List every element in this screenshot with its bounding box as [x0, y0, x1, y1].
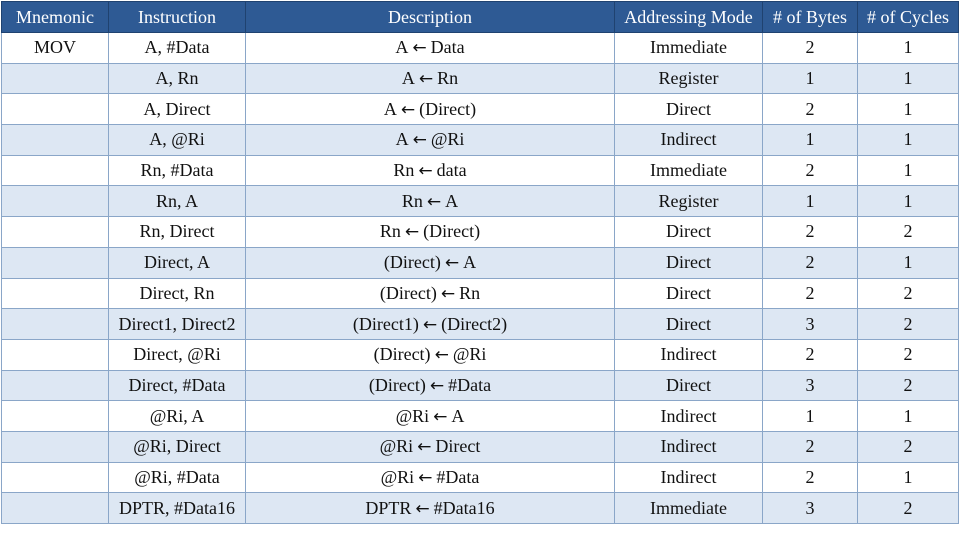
cell-description	[246, 401, 615, 432]
cell-addressing-mode: Immediate	[615, 493, 763, 524]
description-destination: A	[395, 129, 409, 150]
cell-bytes: 2	[763, 339, 858, 370]
table-row	[2, 309, 959, 340]
cell-bytes: 1	[763, 401, 858, 432]
header-description: Description	[246, 2, 615, 33]
table-row	[2, 462, 959, 493]
table-row	[2, 278, 959, 309]
cell-instruction: Rn, Direct	[109, 217, 246, 248]
table-row	[2, 431, 959, 462]
cell-bytes: 1	[763, 186, 858, 217]
cell-instruction: @Ri, Direct	[109, 431, 246, 462]
cell-instruction: A, @Ri	[109, 125, 246, 156]
left-arrow-icon: ←	[412, 38, 427, 59]
table-body	[2, 33, 959, 524]
cell-addressing-mode: Direct	[615, 217, 763, 248]
cell-cycles: 1	[858, 125, 959, 156]
table-row	[2, 401, 959, 432]
table-row	[2, 94, 959, 125]
cell-cycles: 1	[858, 63, 959, 94]
description-source: (Direct)	[419, 98, 477, 119]
cell-description	[246, 493, 615, 524]
cell-bytes: 1	[763, 125, 858, 156]
left-arrow-icon: ←	[404, 222, 420, 243]
description-destination: Rn	[401, 190, 423, 211]
table-row	[2, 217, 959, 248]
cell-cycles: 2	[858, 309, 959, 340]
cell-bytes: 2	[763, 155, 858, 186]
cell-mnemonic	[2, 278, 109, 309]
header-instruction: Instruction	[109, 2, 246, 33]
description-source: A	[451, 405, 465, 426]
cell-cycles: 2	[858, 431, 959, 462]
cell-instruction: Direct, A	[109, 247, 246, 278]
cell-instruction: @Ri, #Data	[109, 462, 246, 493]
table-row	[2, 33, 959, 64]
cell-description	[246, 339, 615, 370]
cell-description	[246, 33, 615, 64]
cell-cycles: 2	[858, 339, 959, 370]
cell-addressing-mode: Direct	[615, 309, 763, 340]
description-destination: Rn	[379, 221, 401, 242]
table-row	[2, 493, 959, 524]
description-destination: DPTR	[365, 497, 412, 518]
cell-mnemonic	[2, 493, 109, 524]
left-arrow-icon: ←	[434, 345, 449, 366]
cell-description	[246, 186, 615, 217]
cell-description	[246, 155, 615, 186]
cell-instruction: Direct, Rn	[109, 278, 246, 309]
cell-description	[246, 278, 615, 309]
cell-description	[246, 125, 615, 156]
header-cycles: # of Cycles	[858, 2, 959, 33]
table-row	[2, 155, 959, 186]
description-source: #Data16	[433, 497, 495, 518]
description-destination: (Direct)	[383, 252, 441, 273]
cell-mnemonic	[2, 155, 109, 186]
description-destination: @Ri	[380, 466, 415, 487]
cell-addressing-mode: Indirect	[615, 401, 763, 432]
cell-description	[246, 431, 615, 462]
description-destination: A	[401, 68, 415, 89]
description-destination: @Ri	[379, 436, 414, 457]
cell-description	[246, 370, 615, 401]
cell-mnemonic	[2, 431, 109, 462]
left-arrow-icon: ←	[444, 253, 460, 274]
cell-mnemonic	[2, 125, 109, 156]
header-mnemonic: Mnemonic	[2, 2, 109, 33]
cell-bytes: 2	[763, 217, 858, 248]
cell-addressing-mode: Indirect	[615, 462, 763, 493]
description-source: @Ri	[430, 129, 465, 150]
cell-cycles: 2	[858, 370, 959, 401]
description-source: A	[445, 190, 459, 211]
bottom-margin	[0, 527, 960, 540]
left-arrow-icon: ←	[415, 498, 430, 519]
cell-cycles: 2	[858, 493, 959, 524]
description-source: #Data	[436, 466, 480, 487]
cell-addressing-mode: Direct	[615, 278, 763, 309]
description-destination: (Direct1)	[352, 313, 419, 334]
cell-addressing-mode: Indirect	[615, 431, 763, 462]
description-source: Direct	[435, 436, 481, 457]
cell-bytes: 2	[763, 278, 858, 309]
cell-mnemonic	[2, 309, 109, 340]
cell-instruction: A, #Data	[109, 33, 246, 64]
cell-description	[246, 247, 615, 278]
cell-bytes: 2	[763, 431, 858, 462]
cell-mnemonic	[2, 401, 109, 432]
table-row	[2, 63, 959, 94]
cell-mnemonic	[2, 247, 109, 278]
cell-cycles: 1	[858, 186, 959, 217]
cell-mnemonic	[2, 217, 109, 248]
cell-cycles: 2	[858, 278, 959, 309]
header-bytes: # of Bytes	[763, 2, 858, 33]
mov-instruction-table	[1, 1, 959, 524]
cell-addressing-mode: Indirect	[615, 125, 763, 156]
cell-instruction: Direct, #Data	[109, 370, 246, 401]
table-row	[2, 247, 959, 278]
cell-description	[246, 309, 615, 340]
cell-bytes: 3	[763, 309, 858, 340]
cell-instruction: Direct1, Direct2	[109, 309, 246, 340]
cell-bytes: 2	[763, 462, 858, 493]
cell-mnemonic: MOV	[2, 33, 109, 64]
cell-cycles: 2	[858, 217, 959, 248]
cell-instruction: Rn, #Data	[109, 155, 246, 186]
cell-instruction: Rn, A	[109, 186, 246, 217]
description-destination: (Direct)	[379, 282, 437, 303]
description-source: Rn	[437, 68, 459, 89]
cell-addressing-mode: Direct	[615, 94, 763, 125]
left-arrow-icon: ←	[433, 406, 448, 427]
cell-addressing-mode: Immediate	[615, 155, 763, 186]
description-source: (Direct2)	[441, 313, 508, 334]
description-source: A	[463, 252, 477, 273]
cell-description	[246, 94, 615, 125]
cell-cycles: 1	[858, 247, 959, 278]
header-addressing-mode: Addressing Mode	[615, 2, 763, 33]
description-source: @Ri	[452, 344, 487, 365]
cell-bytes: 2	[763, 94, 858, 125]
left-arrow-icon: ←	[422, 314, 438, 335]
cell-instruction: A, Rn	[109, 63, 246, 94]
table-header-row	[2, 2, 959, 33]
cell-mnemonic	[2, 462, 109, 493]
cell-addressing-mode: Indirect	[615, 339, 763, 370]
cell-mnemonic	[2, 63, 109, 94]
cell-description	[246, 63, 615, 94]
description-destination: (Direct)	[368, 374, 426, 395]
cell-mnemonic	[2, 339, 109, 370]
table-row	[2, 370, 959, 401]
cell-mnemonic	[2, 186, 109, 217]
description-destination: Rn	[393, 160, 415, 181]
description-source: Rn	[459, 282, 481, 303]
cell-cycles: 1	[858, 94, 959, 125]
table-row	[2, 186, 959, 217]
table-row	[2, 125, 959, 156]
cell-description	[246, 217, 615, 248]
cell-instruction: Direct, @Ri	[109, 339, 246, 370]
cell-instruction: A, Direct	[109, 94, 246, 125]
left-arrow-icon: ←	[412, 130, 427, 151]
cell-mnemonic	[2, 94, 109, 125]
cell-cycles: 1	[858, 462, 959, 493]
left-arrow-icon: ←	[417, 437, 432, 458]
description-destination: (Direct)	[373, 344, 431, 365]
cell-description	[246, 462, 615, 493]
description-source: Data	[430, 37, 465, 58]
cell-bytes: 3	[763, 493, 858, 524]
description-destination: @Ri	[395, 405, 430, 426]
cell-cycles: 1	[858, 401, 959, 432]
left-arrow-icon: ←	[400, 99, 416, 120]
cell-bytes: 2	[763, 33, 858, 64]
description-source: data	[436, 160, 467, 181]
cell-bytes: 3	[763, 370, 858, 401]
description-destination: A	[395, 37, 409, 58]
cell-addressing-mode: Register	[615, 186, 763, 217]
cell-instruction: DPTR, #Data16	[109, 493, 246, 524]
cell-addressing-mode: Direct	[615, 370, 763, 401]
left-arrow-icon: ←	[418, 69, 434, 90]
left-arrow-icon: ←	[418, 161, 433, 182]
description-source: (Direct)	[423, 221, 481, 242]
cell-addressing-mode: Direct	[615, 247, 763, 278]
description-destination: A	[383, 98, 397, 119]
description-source: #Data	[448, 374, 492, 395]
cell-addressing-mode: Immediate	[615, 33, 763, 64]
left-arrow-icon: ←	[440, 283, 456, 304]
cell-mnemonic	[2, 370, 109, 401]
cell-addressing-mode: Register	[615, 63, 763, 94]
cell-cycles: 1	[858, 155, 959, 186]
table-row	[2, 339, 959, 370]
instruction-table-container	[1, 1, 958, 524]
cell-cycles: 1	[858, 33, 959, 64]
cell-bytes: 1	[763, 63, 858, 94]
cell-bytes: 2	[763, 247, 858, 278]
cell-instruction: @Ri, A	[109, 401, 246, 432]
left-arrow-icon: ←	[418, 467, 433, 488]
left-arrow-icon: ←	[426, 191, 442, 212]
left-arrow-icon: ←	[429, 375, 445, 396]
